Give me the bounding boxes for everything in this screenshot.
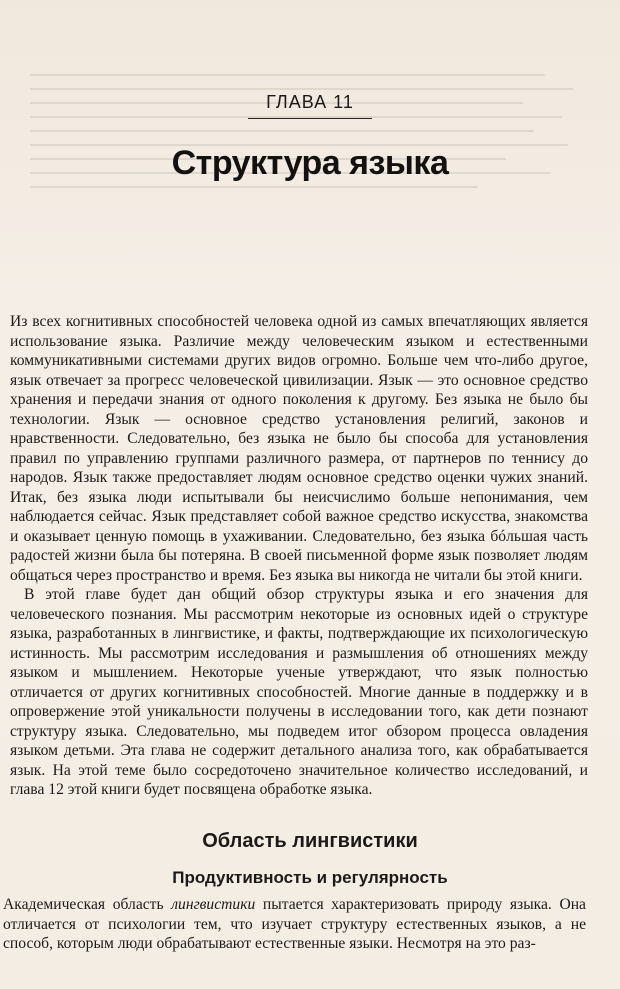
section-text — [3, 895, 586, 954]
intro-paragraph-2: В этой главе будет дан общий обзор структуры языка и его значения для человеческого познания. Мы рассмотрим некоторые из основных идей о структуре языка, разработанных в лингвистике, и факты, подтверждающие их психологическую истинность. Мы рассмотрим исследования и размышления об отношениях между языком и мышлением. Некоторые ученые утверждают, что язык полностью отличается от других когнитивных способностей. Многие данные в поддержку и в опровержение этой уникальности получены в исследовании того, как дети познают структуру языка. Следовательно, мы подведем итог обзором процесса овладения языком детьми. Эта глава не содержит детального анализа того, как обрабатывается язык. На этой теме было сосредоточено значительное количество исследований, и глава 12 этой книги будет посвящена обработке языка. — [10, 586, 588, 798]
intro-paragraph-1: Из всех когнитивных способностей человека одной из самых впечатляющих является использование языка. Различие между человеческим языком и естественными коммуникативными системами других видов огромно. Больше чем что-либо другое, язык отвечает за прогресс человеческой цивилизации. Язык — это основное средство хранения и передачи знания от одного поколения к другому. Без языка не было бы технологии. Язык — основное средство установления религий, законов и нравственности. Следовательно, без языка не было бы способа для установления правил по управлению группами различного размера, от партнеров по теннису до народов. Язык также предоставляет людям основное средство оценки чужих знаний. Итак, без языка люди испытывали бы неисчислимо больше непонимания, чем наблюдается сейчас. Язык представляет собой важное средство искусства, знакомства и оказывает ценную помощь в ухаживании. Следовательно, без языка бóльшая часть радостей жизни была бы потеряна. В своей письменной форме язык позволяет людям общаться через пространство и время. Без языка вы никогда не читали бы этой книги. — [10, 313, 588, 584]
chapter-label: ГЛАВА 11 — [266, 92, 354, 112]
chapter-title: Структура языка — [171, 144, 449, 182]
section-paragraph — [3, 895, 586, 954]
section-heading: Область лингвистики — [202, 830, 418, 852]
term-linguistics: лингвистики — [171, 896, 256, 913]
intro-text — [10, 312, 588, 800]
subsection-heading: Продуктивность и регулярность — [172, 868, 448, 887]
section-paragraph-rest: пытается характеризовать природу языка. Она отличается от психологии тем, что изучает структуру естественных языков, а не способ, которым люди обрабатывают естественные языки. Несмотря на это раз- — [3, 896, 586, 952]
section-paragraph-start: Академическая область — [3, 896, 172, 913]
chapter-rule — [248, 118, 372, 119]
